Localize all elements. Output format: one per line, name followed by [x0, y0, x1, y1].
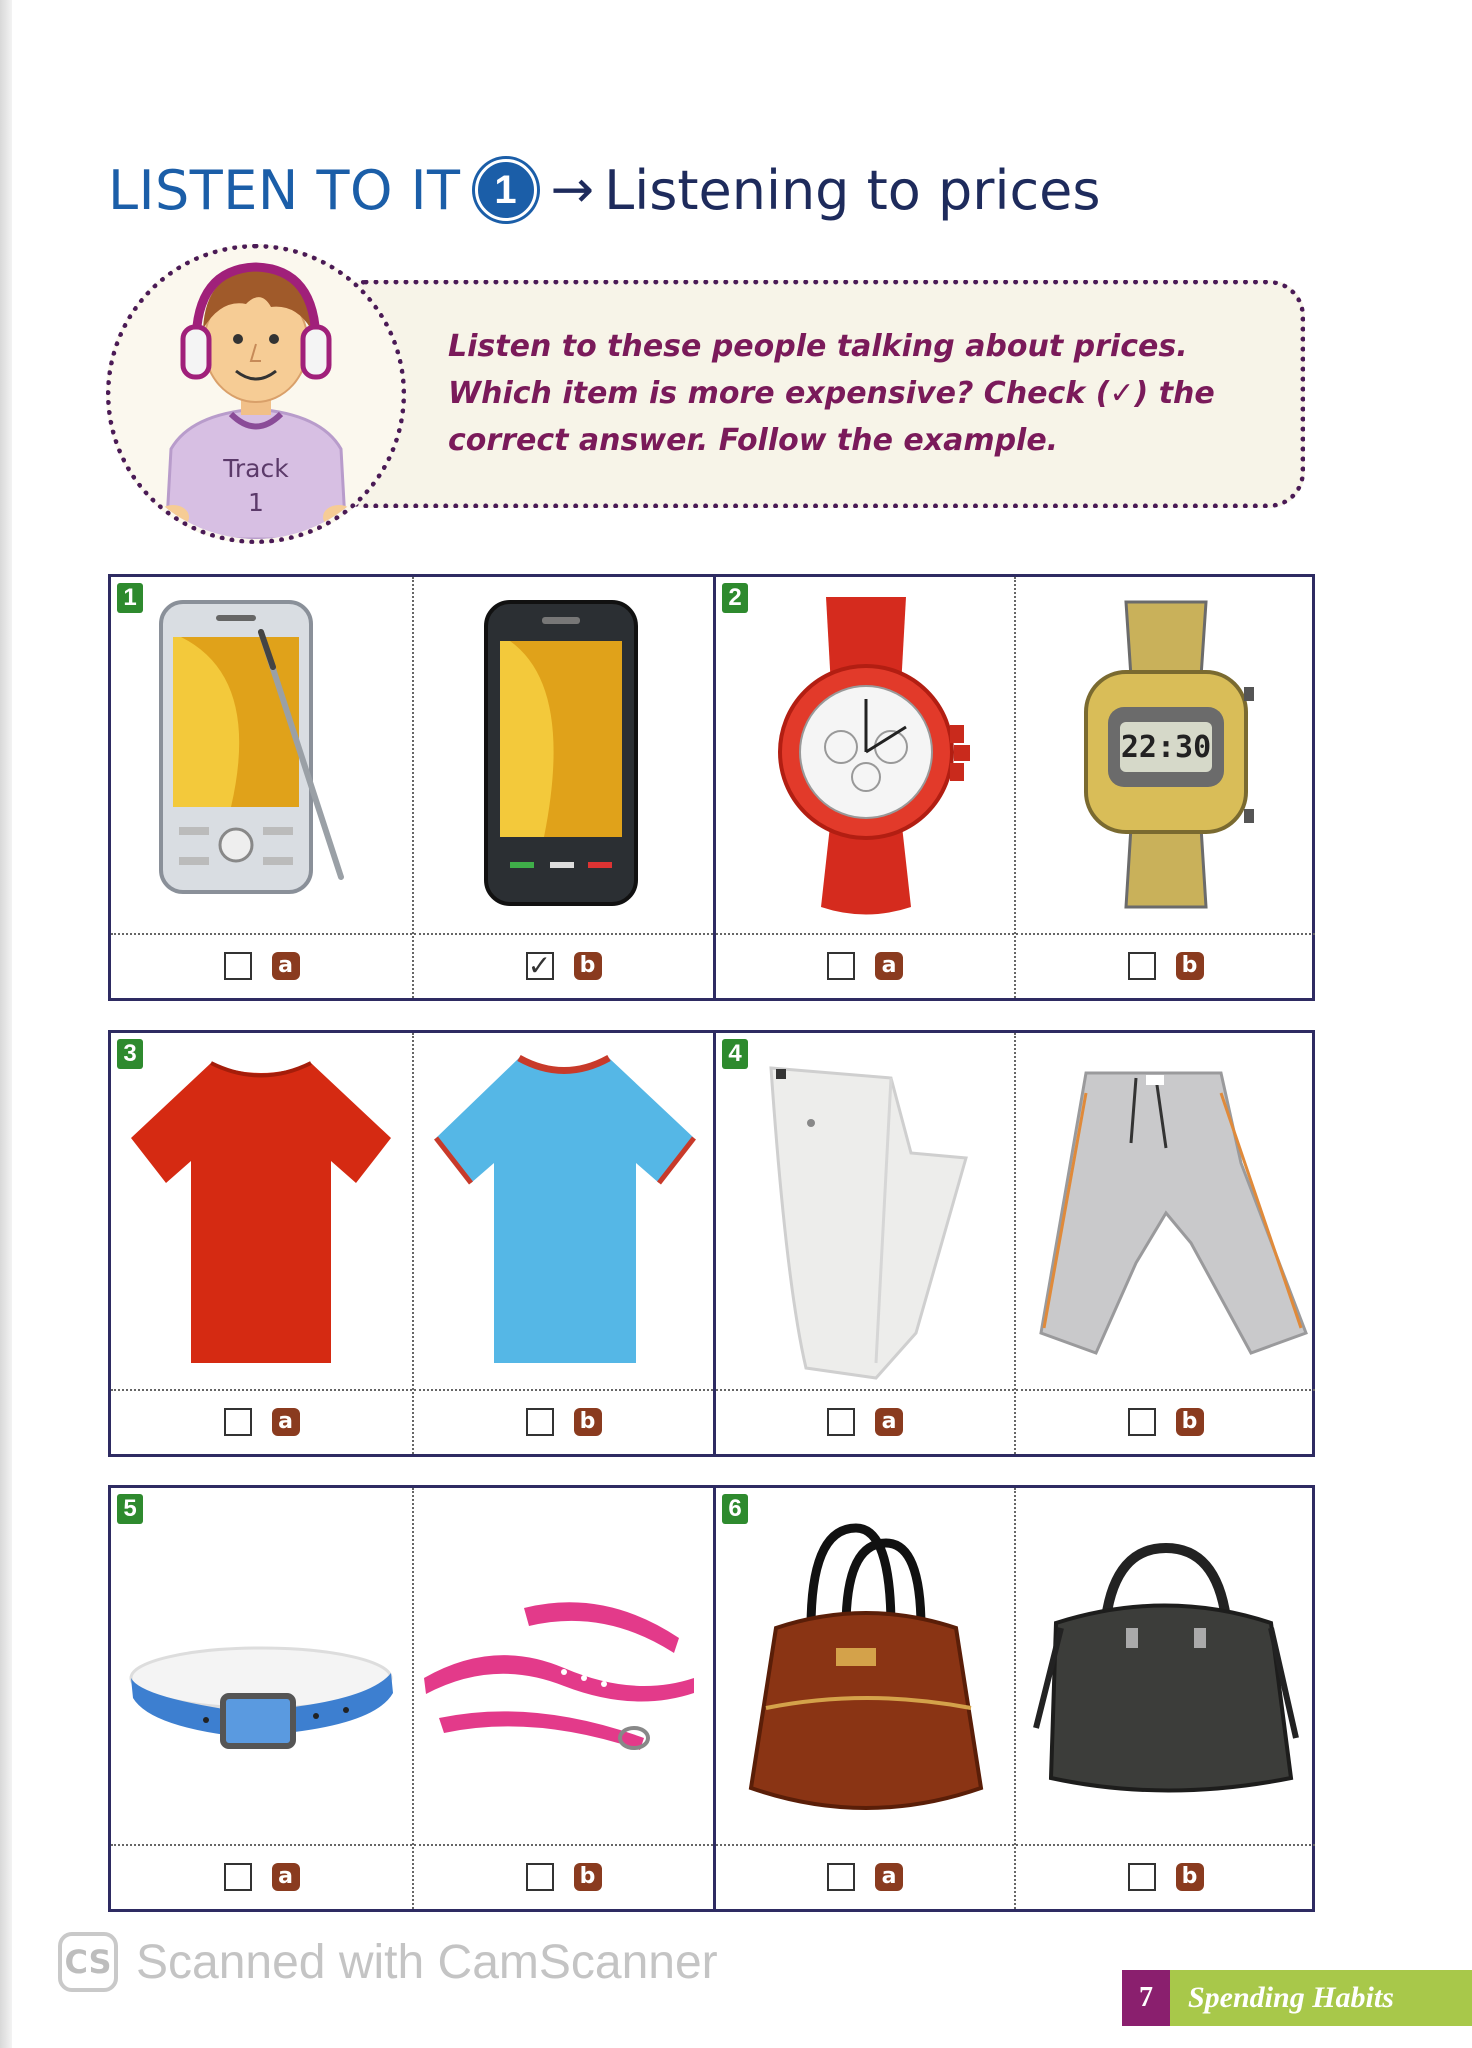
answer-checkbox[interactable]: [1128, 952, 1156, 980]
item-image: [111, 1033, 412, 1391]
answer-checkbox[interactable]: [827, 1408, 855, 1436]
white-trousers-icon: [716, 1033, 1017, 1389]
item-image: [716, 1033, 1014, 1391]
red-tshirt-icon: [111, 1033, 412, 1389]
track-word: Track: [223, 454, 289, 483]
answer-cell: [713, 577, 1014, 998]
answer-checkbox[interactable]: [827, 952, 855, 980]
item-image: [111, 1488, 412, 1846]
page-footer: [1122, 1970, 1472, 2026]
answer-checkbox[interactable]: [224, 1408, 252, 1436]
track-number: 1: [248, 488, 264, 517]
question-number-badge: 5: [117, 1494, 143, 1524]
answer-options: [1016, 1389, 1315, 1454]
answer-options: [716, 1844, 1014, 1909]
answer-checkbox[interactable]: [1128, 1408, 1156, 1436]
answer-cell: [713, 1033, 1014, 1454]
answer-cell: [111, 1488, 412, 1909]
item-image: [716, 1488, 1014, 1846]
item-image: [414, 1033, 713, 1391]
item-image: [1016, 1033, 1315, 1391]
option-letter: b: [574, 1863, 602, 1891]
answer-options: [111, 933, 412, 998]
answer-cell: [1014, 1488, 1315, 1909]
arrow-right-icon: →: [550, 160, 595, 220]
section-heading: [108, 150, 1101, 230]
track-label: [210, 452, 302, 520]
unit-title: Spending Habits: [1170, 1970, 1472, 2026]
page-number: 7: [1122, 1970, 1170, 2026]
heading-listen: LISTEN TO IT: [108, 158, 461, 222]
option-letter: b: [574, 952, 602, 980]
answer-checkbox[interactable]: [827, 1863, 855, 1891]
answer-options: [1016, 933, 1315, 998]
answer-cell: [111, 1033, 412, 1454]
digital-watch-icon: [1016, 577, 1317, 933]
answer-options: [716, 933, 1014, 998]
question-row-1: [108, 574, 1315, 1001]
smartphone-icon: [414, 577, 715, 933]
question-number-badge: 4: [722, 1039, 748, 1069]
answer-cell: [412, 1488, 713, 1909]
option-letter: b: [574, 1408, 602, 1436]
option-letter: a: [272, 1863, 300, 1891]
item-image: [414, 1488, 713, 1846]
option-letter: b: [1176, 1863, 1204, 1891]
answer-checkbox[interactable]: [1128, 1863, 1156, 1891]
answer-options: [716, 1389, 1014, 1454]
answer-options: [414, 1844, 713, 1909]
grey-track-pants-icon: [1016, 1033, 1317, 1389]
option-letter: b: [1176, 952, 1204, 980]
instruction-text: Listen to these people talking about prices. Which item is more expensive? Check (✓) the correct answer. Follow the example.: [448, 329, 1215, 458]
camscanner-logo-icon: CS: [58, 1932, 118, 1992]
scanner-text: Scanned with CamScanner: [136, 1935, 718, 1989]
answer-cell: [412, 577, 713, 998]
item-image: [414, 577, 713, 935]
answer-checkbox[interactable]: [224, 952, 252, 980]
scanner-watermark: [58, 1932, 718, 1992]
answer-options: [414, 1389, 713, 1454]
option-letter: a: [875, 952, 903, 980]
answer-options: [1016, 1844, 1315, 1909]
question-row-3: [108, 1485, 1315, 1912]
item-image: [1016, 577, 1315, 935]
answer-checkbox[interactable]: [526, 1408, 554, 1436]
svg-text:22:30: 22:30: [1120, 730, 1212, 765]
blue-belt-icon: [111, 1488, 412, 1844]
pink-belts-icon: [414, 1488, 715, 1844]
question-number-badge: 6: [722, 1494, 748, 1524]
option-letter: a: [875, 1863, 903, 1891]
answer-cell: [1014, 1033, 1315, 1454]
page-edge: [0, 0, 12, 2048]
answer-options: [111, 1844, 412, 1909]
question-row-2: [108, 1030, 1315, 1457]
question-number-badge: 3: [117, 1039, 143, 1069]
option-letter: a: [272, 1408, 300, 1436]
black-duffel-bag-icon: [1016, 1488, 1317, 1844]
option-letter: b: [1176, 1408, 1204, 1436]
analog-watch-icon: [716, 577, 1017, 933]
answer-cell: [412, 1033, 713, 1454]
item-image: [1016, 1488, 1315, 1846]
question-number-badge: 1: [117, 583, 143, 613]
answer-options: [111, 1389, 412, 1454]
option-letter: a: [272, 952, 300, 980]
item-image: [111, 577, 412, 935]
answer-checkbox[interactable]: ✓: [526, 952, 554, 980]
blue-tshirt-icon: [414, 1033, 715, 1389]
answer-cell: [1014, 577, 1315, 998]
heading-subtitle: Listening to prices: [604, 158, 1101, 222]
answer-options: [414, 933, 713, 998]
item-image: [716, 577, 1014, 935]
answer-cell: [713, 1488, 1014, 1909]
answer-checkbox[interactable]: [224, 1863, 252, 1891]
leather-handbag-icon: [716, 1488, 1017, 1844]
answer-checkbox[interactable]: [526, 1863, 554, 1891]
answer-cell: [111, 577, 412, 998]
smartphone-stylus-icon: [111, 577, 412, 933]
question-number-badge: 2: [722, 583, 748, 613]
heading-number-badge: 1: [475, 159, 537, 221]
option-letter: a: [875, 1408, 903, 1436]
